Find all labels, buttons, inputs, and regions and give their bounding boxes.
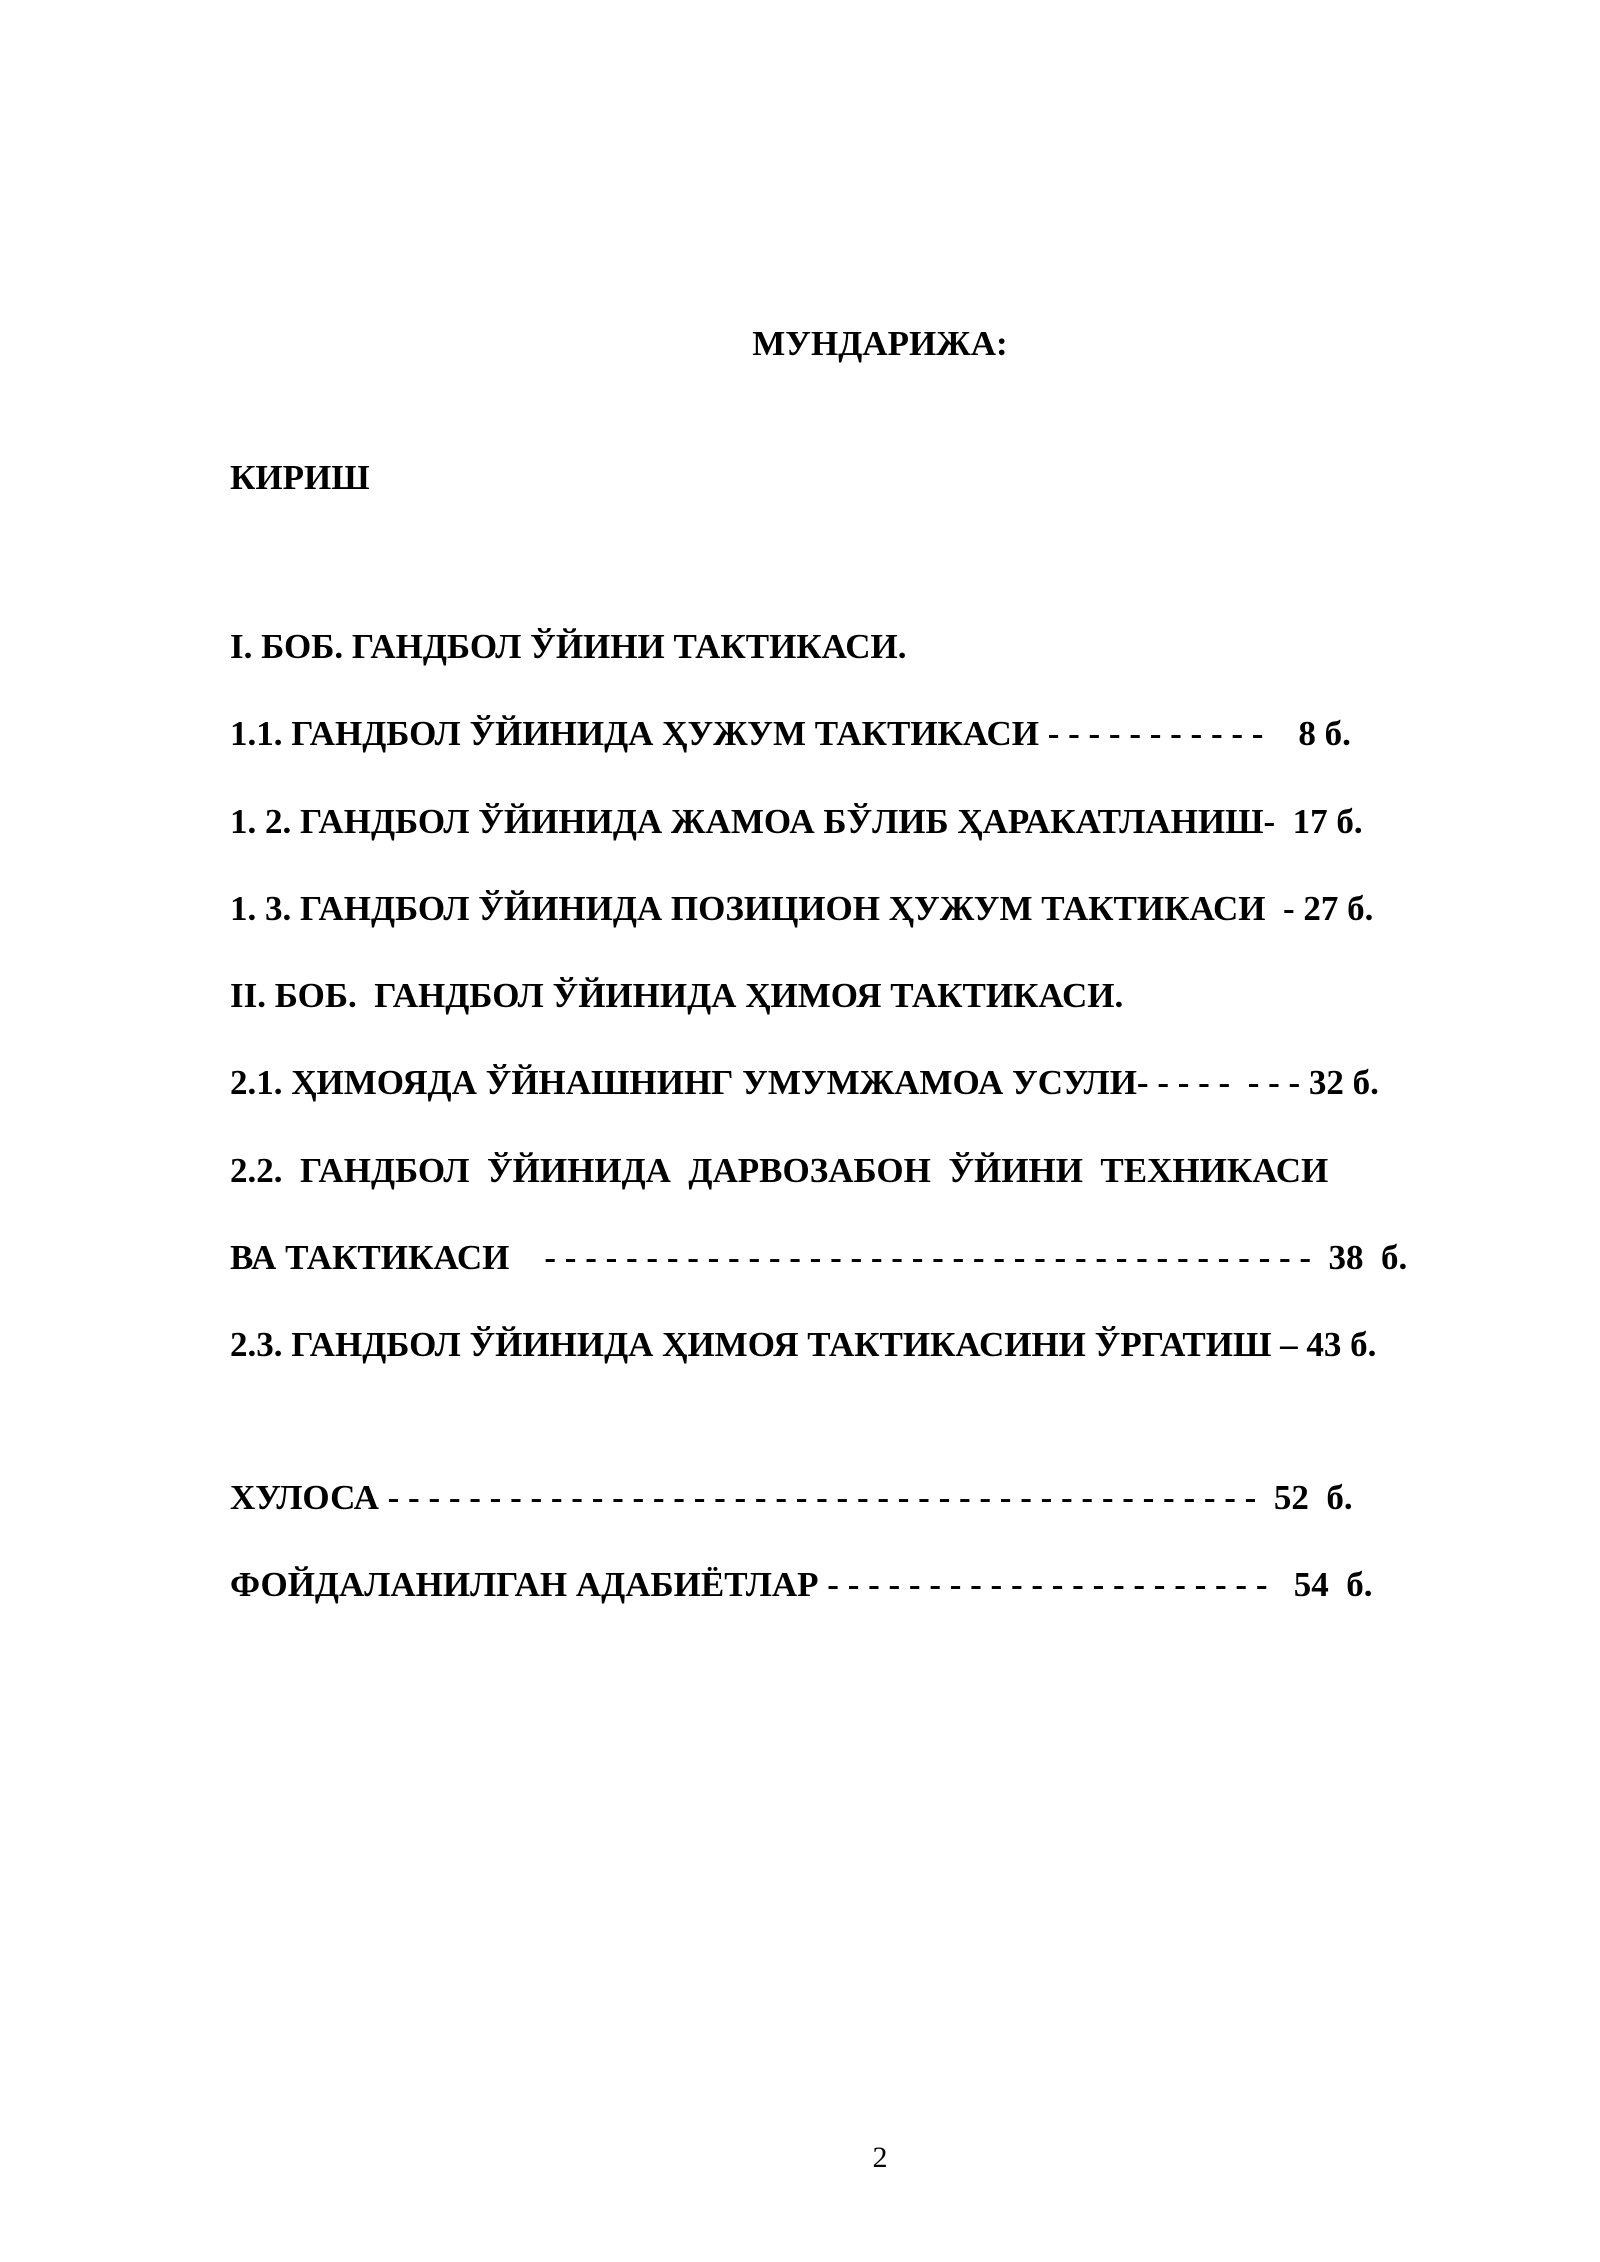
toc-entry-1-1: 1.1. ГАНДБОЛ ЎЙИНИДА ҲУЖУМ ТАКТИКАСИ - - - - - - - - - - - 8 б. — [230, 714, 1351, 753]
toc-entry-2-2-line-1: 2.2. ГАНДБОЛ ЎЙИНИДА ДАРВОЗАБОН ЎЙИНИ ТЕХНИКАСИ — [230, 1151, 1329, 1190]
toc-entry-chapter-1: I. БОБ. ГАНДБОЛ ЎЙИНИ ТАКТИКАСИ. — [230, 627, 907, 666]
toc-entry-2-3: 2.3. ГАНДБОЛ ЎЙИНИДА ҲИМОЯ ТАКТИКАСИНИ ЎРГАТИШ – 43 б. — [230, 1325, 1377, 1364]
toc-title: МУНДАРИЖА: — [752, 324, 1008, 363]
toc-entry-2-1: 2.1. ҲИМОЯДА ЎЙНАШНИНГ УМУМЖАМОА УСУЛИ- - - - - - - - 32 б. — [230, 1063, 1379, 1102]
toc-entry-2-2-line-2: ВА ТАКТИКАСИ - - - - - - - - - - - - - - - - - - - - - - - - - - - - - - - - - - - - - - 38 б. — [230, 1238, 1408, 1277]
toc-entry-introduction: КИРИШ — [230, 458, 370, 497]
toc-entry-conclusion: ХУЛОСА - - - - - - - - - - - - - - - - - - - - - - - - - - - - - - - - - - - - - - - - - - - 52 б. — [230, 1478, 1353, 1517]
toc-entry-1-3: 1. 3. ГАНДБОЛ ЎЙИНИДА ПОЗИЦИОН ҲУЖУМ ТАКТИКАСИ - 27 б. — [230, 889, 1374, 928]
toc-entry-1-2: 1. 2. ГАНДБОЛ ЎЙИНИДА ЖАМОА БЎЛИБ ҲАРАКАТЛАНИШ- 17 б. — [230, 802, 1363, 841]
toc-entry-references: ФОЙДАЛАНИЛГАН АДАБИЁТЛАР - - - - - - - - - - - - - - - - - - - - - - 54 б. — [230, 1565, 1373, 1604]
toc-entry-chapter-2: II. БОБ. ГАНДБОЛ ЎЙИНИДА ҲИМОЯ ТАКТИКАСИ. — [230, 976, 1124, 1015]
page-number: 2 — [872, 2141, 888, 2174]
